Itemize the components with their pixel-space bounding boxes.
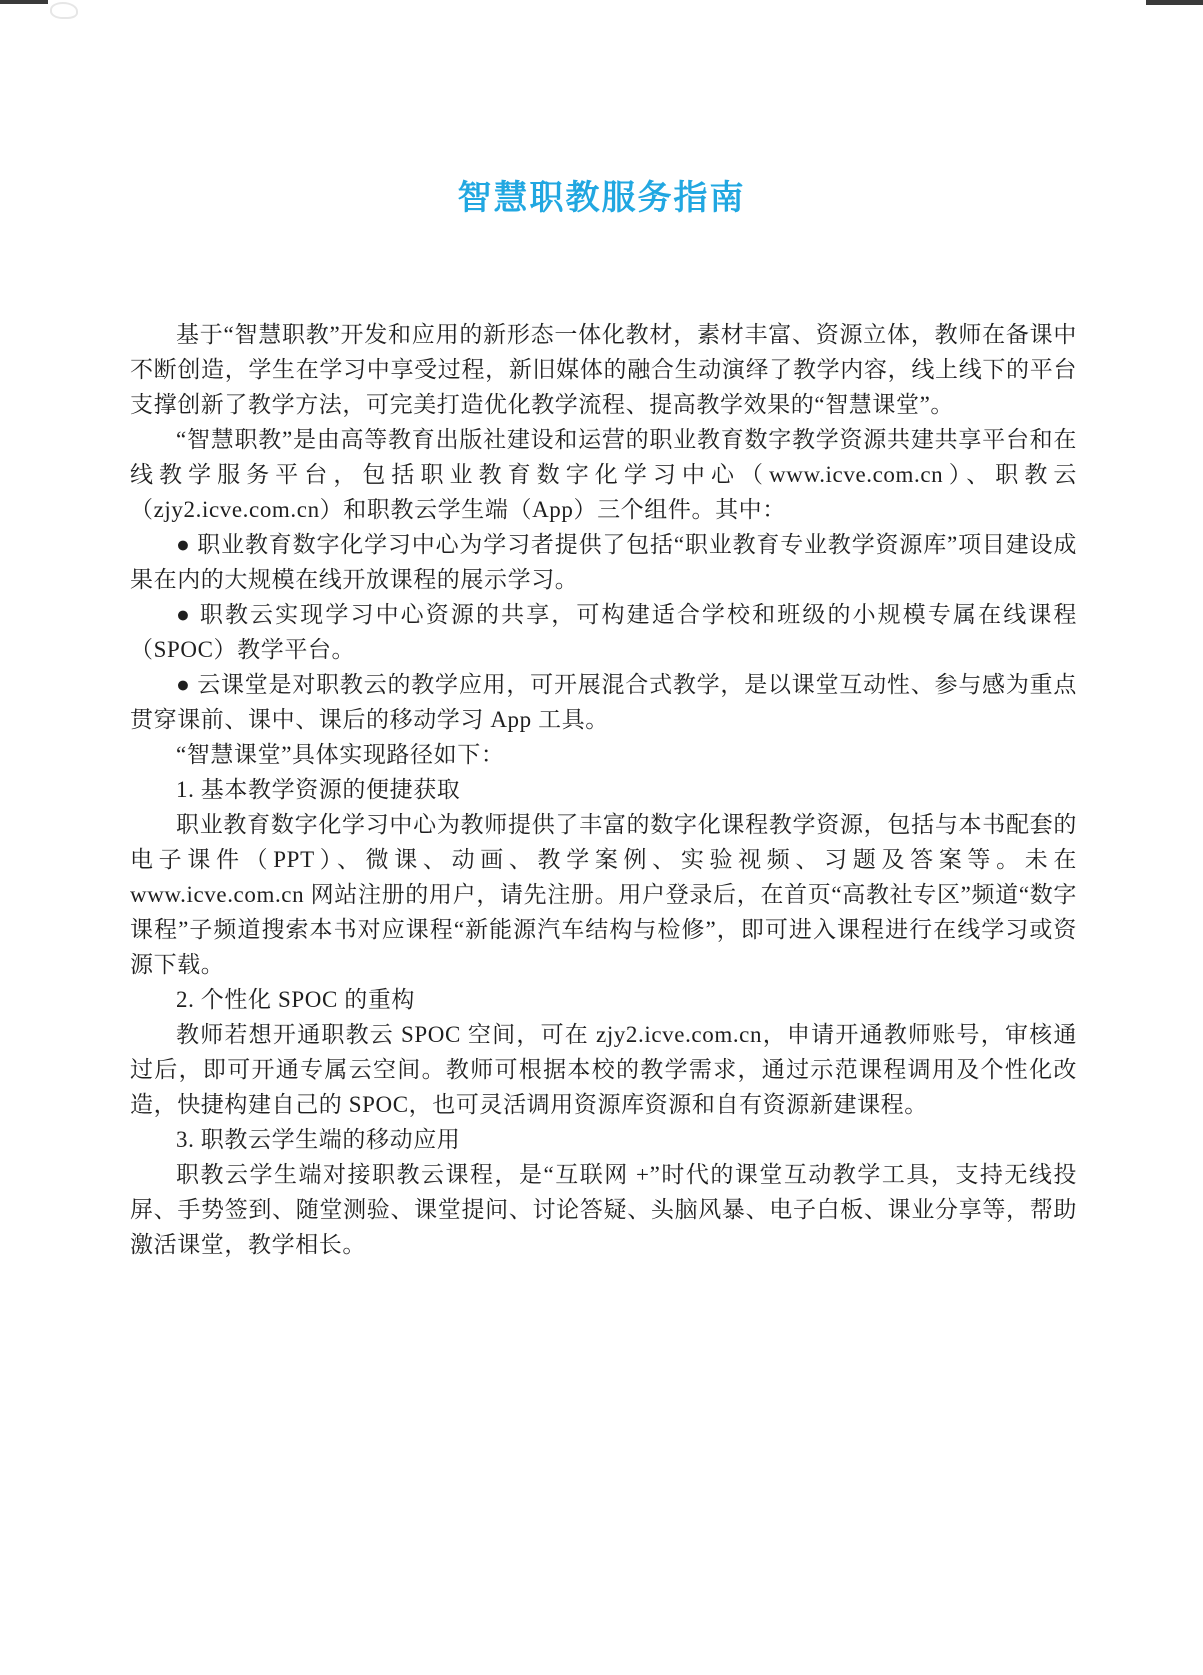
heading-resource-acquisition: 1. 基本教学资源的便捷获取 [176, 777, 461, 802]
scan-artifact-top-right [1146, 0, 1203, 5]
bullet-learning-center: ● 职业教育数字化学习中心为学习者提供了包括“职业教育专业教学资源库”项目建设成果在内的大规模在线开放课程的展示学习。 [130, 532, 1077, 592]
scan-artifact-smudge [50, 2, 78, 19]
paragraph-intro: 基于“智慧职教”开发和应用的新形态一体化教材，素材丰富、资源立体，教师在备课中不断创造，学生在学习中享受过程，新旧媒体的融合生动演绎了教学内容，线上线下的平台支撑创新了教学方法，可完美打造优化教学流程、提高教学效果的“智慧课堂”。 [130, 322, 1077, 417]
document-body [130, 317, 1077, 1262]
heading-student-app: 3. 职教云学生端的移动应用 [176, 1127, 461, 1152]
paragraph-spoc-detail: 教师若想开通职教云 SPOC 空间，可在 zjy2.icve.com.cn，申请开通教师账号，审核通过后，即可开通专属云空间。教师可根据本校的教学需求，通过示范课程调用及个性化改造，快捷构建自己的 SPOC，也可灵活调用资源库资源和自有资源新建课程。 [130, 1022, 1077, 1117]
heading-spoc-rebuild: 2. 个性化 SPOC 的重构 [176, 987, 416, 1012]
bullet-zhijiaoyun-spoc: ● 职教云实现学习中心资源的共享，可构建适合学校和班级的小规模专属在线课程（SPOC）教学平台。 [130, 602, 1077, 662]
bullet-yunketang-app: ● 云课堂是对职教云的教学应用，可开展混合式教学，是以课堂互动性、参与感为重点贯穿课前、课中、课后的移动学习 App 工具。 [130, 672, 1077, 732]
paragraph-resource-detail: 职业教育数字化学习中心为教师提供了丰富的数字化课程教学资源，包括与本书配套的电子课件（PPT）、微课、动画、教学案例、实验视频、习题及答案等。未在 www.icve.com.cn 网站注册的用户，请先注册。用户登录后，在首页“高教社专区”频道“数字课程”子频道搜索本书对应课程“新能源汽车结构与检修”，即可进入课程进行在线学习或资源下载。 [130, 812, 1077, 977]
paragraph-path-intro: “智慧课堂”具体实现路径如下： [176, 742, 505, 767]
paragraph-platform-overview: “智慧职教”是由高等教育出版社建设和运营的职业教育数字教学资源共建共享平台和在线教学服务平台，包括职业教育数字化学习中心（www.icve.com.cn）、职教云（zjy2.icve.com.cn）和职教云学生端（App）三个组件。其中： [130, 427, 1077, 522]
page-title: 智慧职教服务指南 [457, 179, 746, 217]
paragraph-student-app-detail: 职教云学生端对接职教云课程，是“互联网 +”时代的课堂互动教学工具，支持无线投屏、手势签到、随堂测验、课堂提问、讨论答疑、头脑风暴、电子白板、课业分享等，帮助激活课堂，教学相长。 [130, 1162, 1077, 1257]
scan-artifact-top-left [0, 0, 48, 4]
